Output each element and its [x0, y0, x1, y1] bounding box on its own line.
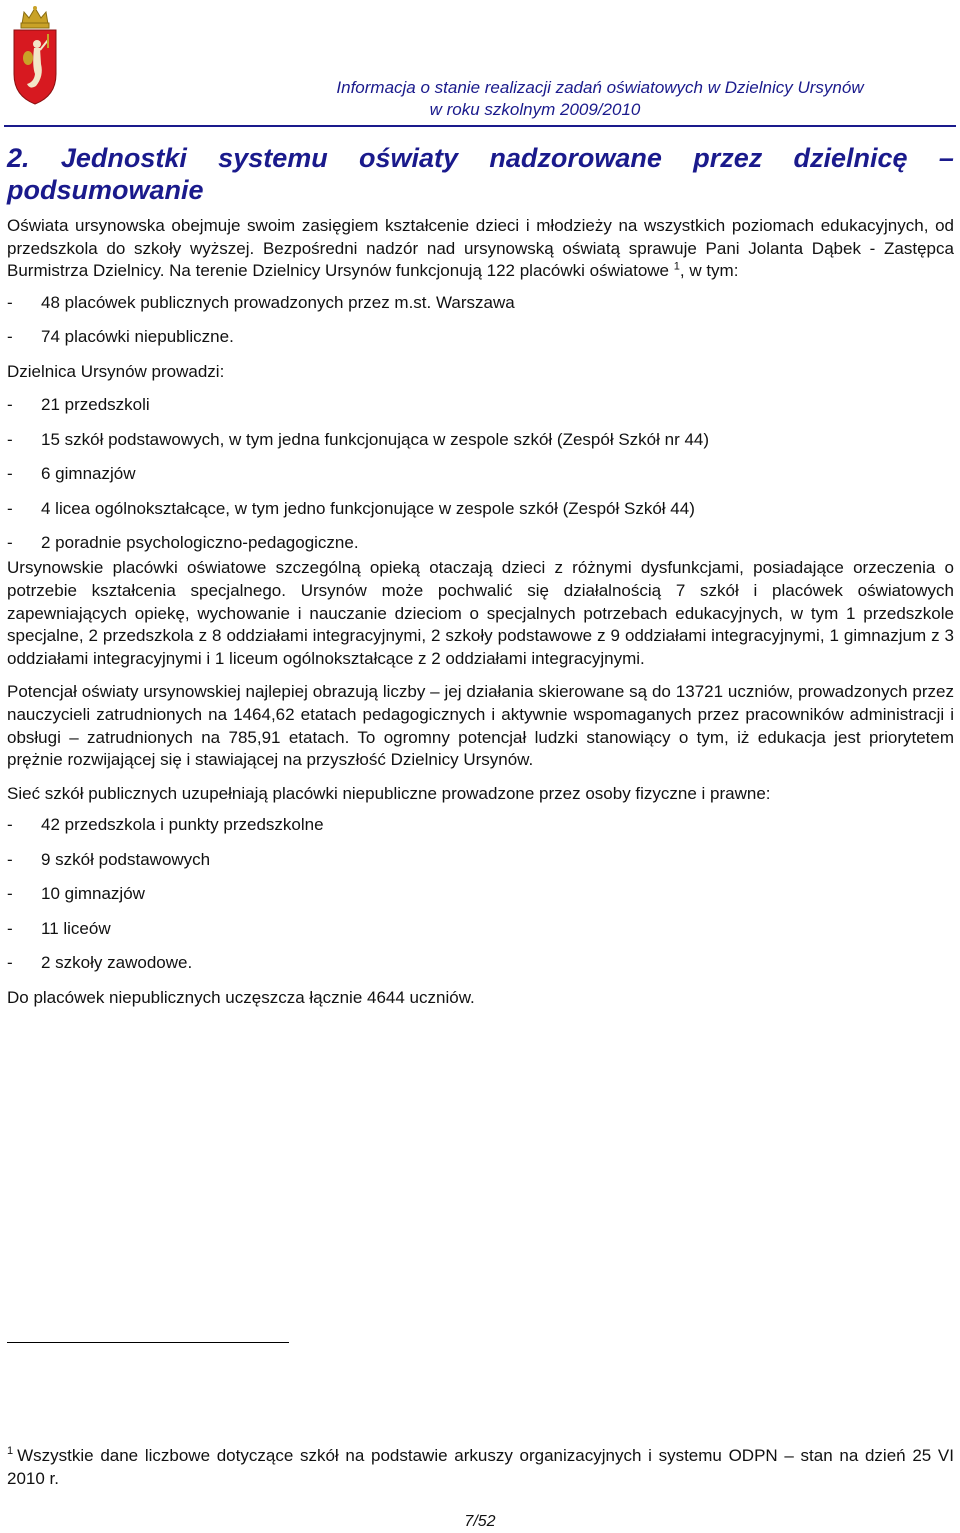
list-item: - 74 placówki niepubliczne.	[7, 326, 954, 361]
heading-word: dzielnicę	[793, 143, 908, 173]
intro-text-a: Oświata ursynowska obejmuje swoim zasięgiem kształcenie dzieci i młodzieży na wszystkich poziomach edukacyjnych, od przedszkola do szkoły wyższej.	[7, 216, 954, 258]
list-item-text: 2 szkoły zawodowe.	[41, 953, 193, 973]
paragraph: Ursynowskie placówki oświatowe szczególną opieką otaczają dzieci z różnymi dysfunkcjami, posiadające orzeczenia o potrzebie kształcenia specjalnego. Ursynów może pochwalić się działalnością 7 szkół i placówek oświatowych zapewniających opiekę, wychowanie i nauczanie dzieciom o specjalnych potrzebach edukacyjnych, w tym 1 przedszkole specjalne, 2 przedszkola z 8 oddziałami integracyjnymi, 2 szkoły podstawowe z 9 oddziałami integracyjnymi, 1 gimnazjum z 3 oddziałami integracyjnymi i 1 liceum ogólnokształcące z 2 oddziałami integracyjnymi.	[7, 558, 954, 668]
page-number: 7/52	[464, 1513, 496, 1530]
list-item-text: 15 szkół podstawowych, w tym jedna funkcjonująca w zespole szkół (Zespół Szkół nr 44)	[41, 429, 710, 449]
list-item: - 6 gimnazjów	[7, 463, 954, 498]
list-item: - 42 przedszkola i punkty przedszkolne	[7, 814, 954, 849]
section-body	[7, 215, 954, 1009]
header-subtitle: w roku szkolnym 2009/2010	[429, 100, 641, 119]
heading-word: oświaty	[359, 143, 459, 173]
list-item-text: 4 licea ogólnokształcące, w tym jedno funkcjonujące w zespole szkół (Zespół Szkół 44)	[41, 498, 695, 518]
document-header	[80, 77, 950, 121]
header-divider	[4, 125, 956, 127]
list-item: - 10 gimnazjów	[7, 883, 954, 918]
heading-word: Jednostki	[60, 143, 187, 173]
list-item: - 4 licea ogólnokształcące, w tym jedno funkcjonujące w zespole szkół (Zespół Szkół 44)	[7, 498, 954, 533]
paragraph: Do placówek niepublicznych uczęszcza łącznie 4644 uczniów.	[7, 987, 475, 1007]
footnote-reference: 1	[673, 260, 680, 273]
list-item-text: 9 szkół podstawowych	[41, 849, 211, 869]
heading-word: systemu	[218, 143, 328, 173]
list-item: - 2 szkoły zawodowe.	[7, 952, 954, 987]
heading-word: przez	[693, 143, 763, 173]
list-item: - 15 szkół podstawowych, w tym jedna funkcjonująca w zespole szkół (Zespół Szkół nr 44)	[7, 429, 954, 464]
list-item: - 11 liceów	[7, 918, 954, 953]
warsaw-coat-of-arms-icon	[10, 4, 60, 106]
list-item-text: 48 placówek publicznych prowadzonych przez m.st. Warszawa	[41, 292, 515, 312]
list-item: - 9 szkół podstawowych	[7, 849, 954, 884]
list-item-text: 74 placówki niepubliczne.	[41, 327, 234, 347]
list-item-text: 6 gimnazjów	[41, 464, 136, 484]
list-item: - 2 poradnie psychologiczno-pedagogiczne.	[7, 532, 954, 557]
header-title: Informacja o stanie realizacji zadań oświatowych w Dzielnicy Ursynów	[336, 78, 864, 97]
heading-word: nadzorowane	[489, 143, 662, 173]
list-item: - 21 przedszkoli	[7, 394, 954, 429]
list-item-text: 21 przedszkoli	[41, 395, 150, 415]
paragraph: Dzielnica Ursynów prowadzi:	[7, 361, 225, 381]
heading-word: 2.	[7, 143, 30, 173]
intro-text-b: Bezpośredni nadzór nad ursynowską oświatą sprawuje Pani Jolanta Dąbek - Zastępca Burmistrza Dzielnicy. Na terenie Dzielnicy Ursynów funkcjonują 122 placówki oświatowe	[7, 238, 954, 281]
intro-paragraph	[7, 215, 954, 283]
section-heading	[7, 142, 954, 206]
list-item-text: 11 liceów	[41, 918, 111, 938]
paragraph: Sieć szkół publicznych uzupełniają placówki niepubliczne prowadzone przez osoby fizyczne i prawne:	[7, 783, 771, 803]
intro-text-c: , w tym:	[679, 261, 739, 281]
heading-word: –	[938, 143, 954, 173]
list-item: - 48 placówek publicznych prowadzonych przez m.st. Warszawa	[7, 292, 954, 327]
footnote-marker: 1	[7, 1445, 14, 1458]
footnote	[7, 1444, 954, 1490]
footnote-divider	[7, 1342, 289, 1343]
list-item-text: 42 przedszkola i punkty przedszkolne	[41, 815, 324, 835]
footnote-text: Wszystkie dane liczbowe dotyczące szkół na podstawie arkuszy organizacyjnych i systemu ODPN – stan na dzień 25 VI 2010 r.	[7, 1446, 954, 1488]
list-item-text: 10 gimnazjów	[41, 884, 145, 904]
heading-line-2: podsumowanie	[7, 175, 204, 205]
paragraph: Potencjał oświaty ursynowskiej najlepiej obrazują liczby – jej działania skierowane są do 13721 uczniów, prowadzonych przez nauczycieli zatrudnionych na 1464,62 etatach pedagogicznych i aktywnie wspomaganych przez pracowników administracji i obsługi – zatrudnionych na 785,91 etatach. To ogromny potencjał ludzki stanowiący o tym, iż edukacja jest priorytetem prężnie rozwijającej się i stawiającej na przyszłość Dzielnicy Ursynów.	[7, 682, 954, 770]
list-item-text: 2 poradnie psychologiczno-pedagogiczne.	[41, 533, 359, 553]
